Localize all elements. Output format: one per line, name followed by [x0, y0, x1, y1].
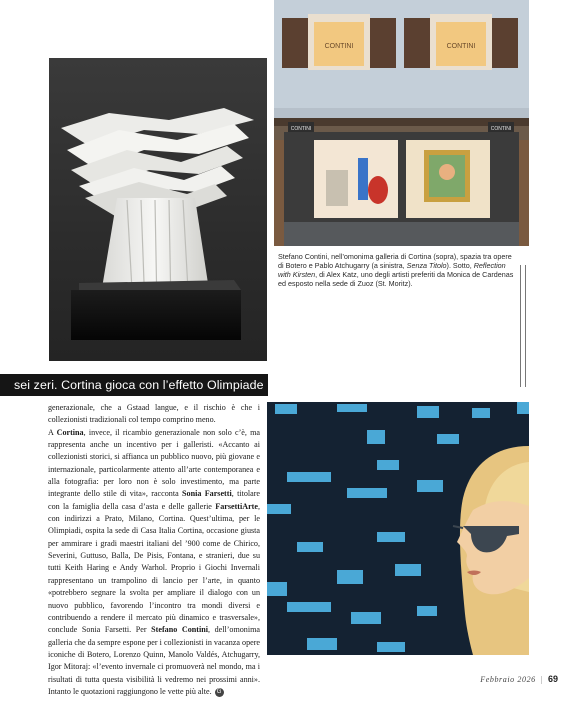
page-number: 69	[547, 674, 558, 684]
upper-window-left	[282, 14, 396, 70]
body-bold-name: Sonia Farsetti	[182, 489, 232, 499]
painting-illustration	[267, 402, 529, 655]
end-mark-icon: G	[215, 688, 224, 697]
katz-painting	[267, 402, 529, 655]
article-body	[48, 402, 260, 698]
upper-sign-right: CONTINI	[446, 43, 476, 50]
caption-text: Stefano Contini, nell’omonima galleria di Cortina (sopra), spazia tra opere di Botero e Pablo Atchugarry (a sinistra,	[278, 252, 512, 270]
body-text: , titolare con la famiglia della casa d’asta e delle gallerie	[48, 489, 260, 511]
caption-artwork-title: Reflection with Kirsten	[278, 261, 506, 279]
folio-separator: |	[540, 675, 543, 684]
caption-artwork-title: Senza Titolo	[406, 261, 447, 270]
body-paragraph	[48, 402, 260, 427]
folio-issue-date: Febbraio 2026	[480, 675, 536, 684]
lower-sign-right: CONTINI	[490, 126, 512, 132]
page-folio	[480, 674, 558, 684]
body-text: A	[48, 427, 57, 437]
body-text: , invece, il ricambio generazionale non solo c’è, ma rappresenta anche un incentivo per i galleristi. «Accanto ai collezionisti storici, si affianca un pubblico nuovo, più giovane e internazionale, particolarmente attento all’arte contemporanea e alla fotografia: per loro non è solo investimento, ma parte integrante dello stile di vita», racconta	[48, 427, 261, 499]
lower-sign-left: CONTINI	[290, 126, 312, 132]
caption-text: ). Sotto,	[446, 261, 474, 270]
body-bold-name: FarsettiArte	[215, 501, 258, 511]
upper-sign-left: CONTINI	[324, 43, 354, 50]
body-paragraph	[48, 427, 260, 699]
sculpture-illustration	[49, 58, 267, 361]
body-text: , con indirizzi a Prato, Milano, Cortina. Quest’ultima, per le Olimpiadi, ospita la sede di Casa Italia Cortina, occasione giusta per ammirare i gradi maestri italiani del ’900 come de Chirico, Severini, Guttuso, Balla, De Pisis, Fontana, e stranieri, due su tutti Keith Haring e Andy Warhol. Proprio i Giochi Invernali rappresentano un trampolino di lancio per l’arte, in quanto «potrebbero segnare la svolta per ampliare il dialogo con un nuovo pubblico, favorendo l’incontro tra mondi diversi e contribuendo a rendere il mercato più dinamico e trasversale», conclude Sonia Farsetti. Per	[48, 501, 260, 635]
body-bold-name: Cortina	[56, 427, 84, 437]
column-rule	[520, 265, 521, 387]
headline-text: sei zeri. Cortina gioca con l’effetto Olimpiade	[14, 378, 264, 392]
gallery-facade-photo	[274, 0, 529, 246]
body-text: generazionale, che a Gstaad langue, e il rischio è che i collezionisti tradizionali col tempo comprino meno.	[48, 403, 260, 425]
body-text: , dell’omonima galleria che da sempre espone per i collezionisti in vacanza opere iconiche di Botero, Lorenzo Quinn, Manolo Valdés, Atchugarry, Igor Mitoraj: «l’evento invernale ci promuoverà nel mondo, ma i risultati di tutta questa visibilità li vedremo nei prossimi anni». Intanto le quotazioni raggiungono le vette più alte.	[48, 625, 260, 696]
body-bold-name: Stefano Contini	[151, 625, 208, 635]
upper-window-right	[404, 14, 518, 70]
sculpture-photo	[49, 58, 267, 361]
caption-text: , di Alex Katz, uno degli artisti preferiti da Monica de Cardenas ed esposto nella sede di Zuoz (St. Moritz).	[278, 270, 514, 288]
photo-caption	[278, 252, 518, 288]
facade-illustration	[274, 0, 529, 246]
column-rule	[525, 265, 526, 387]
